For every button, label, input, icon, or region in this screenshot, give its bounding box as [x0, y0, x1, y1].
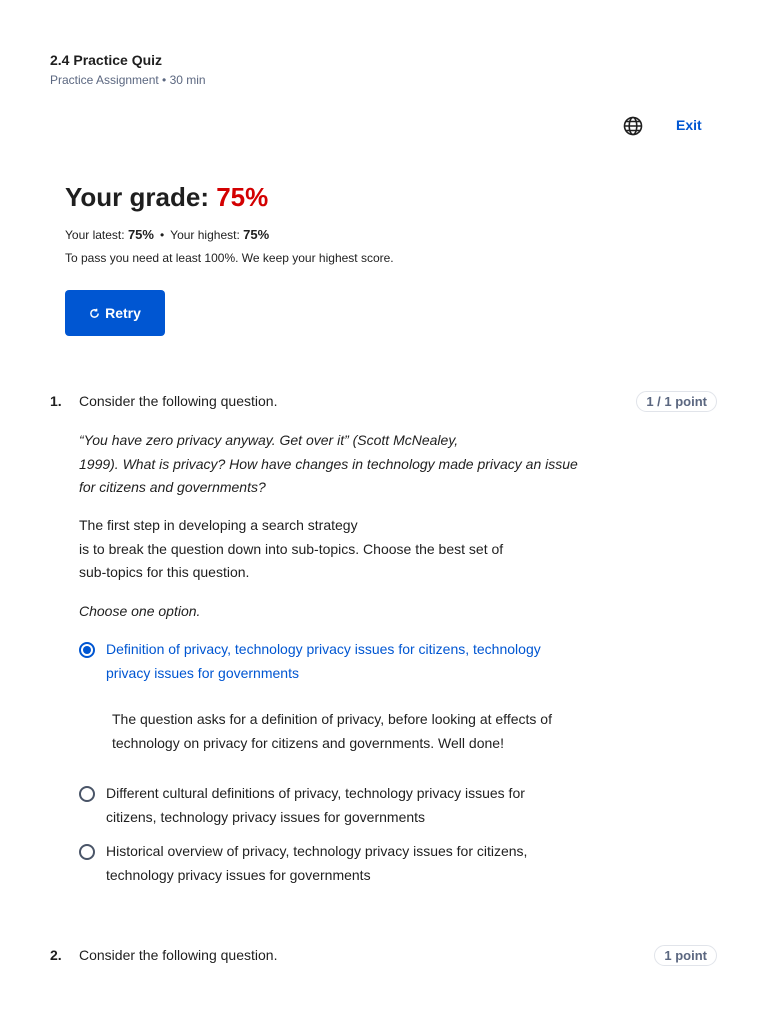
- prompt-line: is to break the question down into sub-topics. Choose the best set of: [79, 540, 504, 557]
- option-line: Different cultural definitions of privacy, technology privacy issues for: [106, 785, 525, 801]
- question-quote: [79, 429, 578, 500]
- option-line: Definition of privacy, technology privacy issues for citizens, technology: [106, 641, 541, 657]
- option-line: Historical overview of privacy, technology privacy issues for citizens,: [106, 843, 528, 859]
- latest-value: 75%: [127, 227, 154, 242]
- separator: •: [159, 228, 165, 242]
- instruction: Choose one option.: [79, 603, 201, 619]
- retry-button[interactable]: [65, 290, 165, 336]
- option-label[interactable]: [106, 840, 527, 887]
- question-number: 2.: [50, 947, 62, 963]
- prompt-line: The first step in developing a search strategy: [79, 517, 358, 533]
- option-line: privacy issues for governments: [106, 664, 299, 681]
- highest-label: Your highest:: [170, 228, 244, 242]
- grade-heading: [65, 182, 268, 213]
- prompt-line: sub-topics for this question.: [79, 564, 250, 580]
- option-radio[interactable]: [79, 642, 95, 658]
- option-line: technology privacy issues for governments: [106, 866, 371, 883]
- latest-label: Your latest:: [65, 228, 128, 242]
- option-radio[interactable]: [79, 786, 95, 802]
- refresh-icon: [89, 308, 100, 319]
- option-feedback: [112, 708, 552, 755]
- highest-value: 75%: [243, 227, 270, 242]
- quote-line: 1999). What is privacy? How have changes in technology made privacy an issue: [79, 455, 578, 472]
- feedback-line: technology on privacy for citizens and governments. Well done!: [112, 734, 504, 751]
- option-radio[interactable]: [79, 844, 95, 860]
- option-line: citizens, technology privacy issues for governments: [106, 808, 426, 825]
- quiz-subtitle: Practice Assignment • 30 min: [50, 73, 206, 87]
- feedback-line: The question asks for a definition of privacy, before looking at effects of: [112, 711, 552, 727]
- question-intro: Consider the following question.: [79, 947, 278, 963]
- question-intro: Consider the following question.: [79, 393, 278, 409]
- question-number: 1.: [50, 393, 62, 409]
- option-label[interactable]: [106, 638, 541, 685]
- quote-line: for citizens and governments?: [79, 479, 266, 495]
- quiz-title: 2.4 Practice Quiz: [50, 52, 163, 68]
- grade-label: Your grade:: [65, 182, 217, 212]
- radio-dot: [83, 646, 91, 654]
- points-badge: 1 / 1 point: [636, 391, 717, 412]
- pass-requirement: To pass you need at least 100%. We keep your highest score.: [65, 251, 394, 265]
- exit-link[interactable]: Exit: [676, 117, 702, 133]
- grade-value: 75%: [216, 182, 269, 212]
- points-badge: 1 point: [654, 945, 717, 966]
- globe-icon[interactable]: [622, 115, 644, 137]
- score-summary: [65, 227, 269, 242]
- retry-label: Retry: [105, 305, 141, 321]
- option-label[interactable]: [106, 782, 525, 829]
- quote-line: “You have zero privacy anyway. Get over it” (Scott McNealey,: [79, 432, 459, 448]
- question-prompt: [79, 514, 503, 585]
